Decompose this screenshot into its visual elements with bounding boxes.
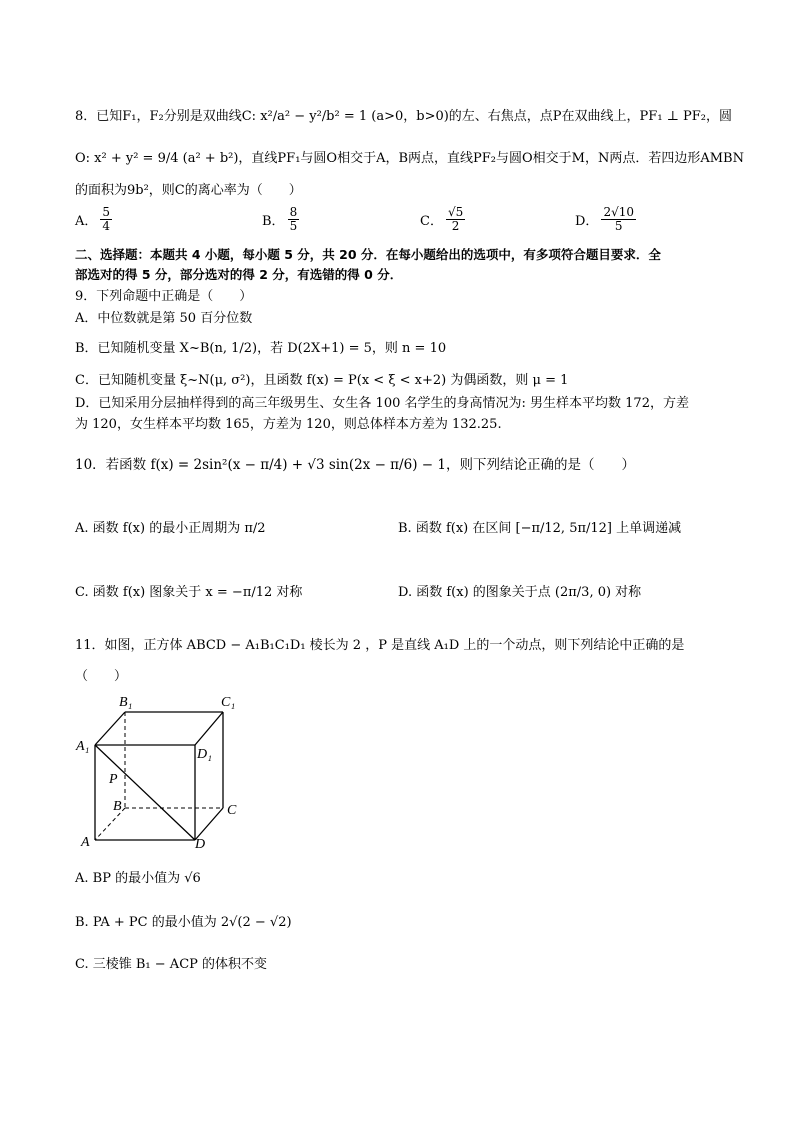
cube-figure [75,690,255,850]
q8-option-a [75,206,115,233]
label-a1: A₁ [76,739,90,754]
label-b1: B₁ [119,695,133,710]
q11-option-b: B. PA + PC 的最小值为 2√(2 − √2) [75,915,292,930]
option-label: C． [420,214,443,229]
q8-option-c [420,206,468,233]
q8-option-d [575,206,639,233]
q11-stem-line1: 11．如图，正方体 ABCD − A₁B₁C₁D₁ 棱长为 2 ，P 是直线 A₁D 上的一个动点，则下列结论中正确的是 [75,638,685,653]
fraction: $\frac{√5}{2}$ [447,205,464,233]
edge [195,712,223,745]
q9-option-b: B．已知随机变量 X~B(n, 1/2)，若 D(2X+1) = 5，则 n = 10 [75,341,447,356]
option-label: B． [262,214,285,229]
q8-line3: 的面积为9b²，则C的离心率为（ ） [75,183,302,198]
label-b: B [113,799,122,814]
label-a: A [81,835,90,850]
q11-stem-line2: （ ） [75,669,128,684]
label-c: C [227,803,237,818]
q11-option-c: C. 三棱锥 B₁ − ACP 的体积不变 [75,957,268,972]
label-p: P [109,772,118,787]
section2-line2: 部选对的得 5 分，部分选对的得 2 分，有选错的得 0 分． [75,267,403,282]
q9-option-c: C．已知随机变量 ξ~N(μ, σ²)，且函数 f(x) = P(x < ξ < x+2) 为偶函数，则 μ = 1 [75,373,569,388]
q10-option-c: C. 函数 f(x) 图象关于 x = −π/12 对称 [75,585,303,600]
q10-option-d: D. 函数 f(x) 的图象关于点 (2π/3, 0) 对称 [398,585,642,600]
label-d: D [195,837,206,850]
option-label: A． [75,214,98,229]
fraction: $\frac{5}{4}$ [102,205,111,233]
fraction: $\frac{8}{5}$ [289,205,298,233]
diagonal-a1d [95,745,195,840]
edge [95,712,125,745]
q8-line1: 8．已知F₁，F₂分别是双曲线C: x²/a² − y²/b² = 1 (a>0，b>0)的左、右焦点，点P在双曲线上，PF₁ ⊥ PF₂，圆 [75,109,733,124]
q10-option-a: A. 函数 f(x) 的最小正周期为 π/2 [75,521,266,536]
section2-line1: 二、选择题：本题共 4 小题，每小题 5 分，共 20 分．在每小题给出的选项中，有多项符合题目要求．全 [75,247,661,262]
label-d1: D₁ [197,747,212,762]
edge [195,808,223,840]
label-c1: C₁ [221,695,236,710]
q9-option-a: A．中位数就是第 50 百分位数 [75,311,253,326]
q10-option-b: B. 函数 f(x) 在区间 [−π/12, 5π/12] 上单调递减 [398,521,682,536]
option-label: D． [575,214,599,229]
q9-option-d-line1: D．已知采用分层抽样得到的高三年级男生、女生各 100 名学生的身高情况为: 男生样本平均数 172，方差 [75,396,689,411]
q9-stem: 9．下列命题中正确是（ ） [75,289,253,304]
q9-option-d-line2: 为 120，女生样本平均数 165，方差为 120，则总体样本方差为 132.25. [75,417,502,432]
q10-stem: 10．若函数 f(x) = 2sin²(x − π/4) + √3 sin(2x − π/6) − 1，则下列结论正确的是（ ） [75,457,635,473]
q8-option-b [262,206,302,233]
q11-option-a: A. BP 的最小值为 √6 [75,871,201,886]
fraction: $\frac{2√10}{5}$ [603,205,634,233]
q8-line2: O: x² + y² = 9/4 (a² + b²)，直线PF₁与圆O相交于A，B两点，直线PF₂与圆O相交于M，N两点．若四边形AMBN [75,151,744,166]
